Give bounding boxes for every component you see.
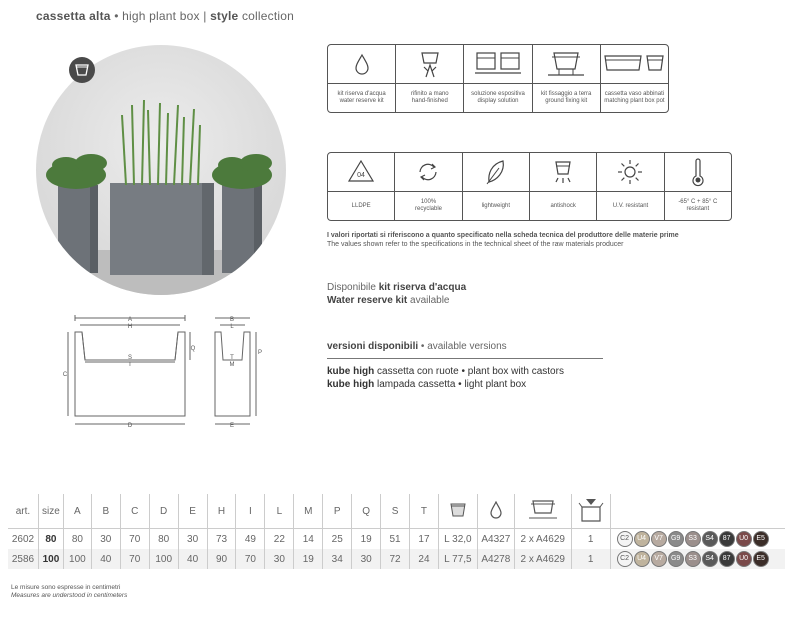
feature-box-bottom [327,152,732,221]
table-header-row: art. size A B C D E H I L M P Q S T [8,494,785,529]
svg-text:D: D [127,423,133,429]
svg-text:H: H [127,324,133,330]
color-swatch-g9[interactable]: G9 [668,531,684,547]
water-drop-icon [352,53,372,75]
sun-icon [616,158,644,186]
water-drop-header-icon [477,494,514,529]
display-box-header-icon [571,494,610,529]
water-reserve-availability: Disponibile kit riserva d'acqua Water reserve kit available [327,282,467,306]
feature-lldpe: 04 LLDPE [328,153,395,220]
color-swatch-87[interactable]: 87 [719,551,735,567]
svg-text:04: 04 [357,172,366,179]
feature-box-top [327,44,669,113]
version-item[interactable]: kube high cassetta con ruote • plant box with castors [327,366,564,377]
color-swatch-u0[interactable]: U0 [736,551,752,567]
display-shelf-icon [473,49,523,79]
svg-text:A: A [127,317,133,323]
color-swatches [610,549,785,569]
feature-water-reserve: kit riserva d'acqua water reserve kit [328,45,396,112]
footer-note: Le misure sono espresse in centimetri Measures are understood in centimeters [11,584,128,599]
feather-icon [483,158,509,186]
table-row: 2602 80 80 30 70 80 30 73 49 22 14 25 19 51 17 L 32,0 A4327 2 x A4629 1 C2 U4 V7 G9 S3 S4 87 U0 E5 [8,529,785,550]
color-swatch-u4[interactable]: U4 [634,551,650,567]
feature-display-solution: soluzione espositiva display solution [464,45,532,112]
feature-recyclable: 100% recyclable [395,153,462,220]
svg-text:E: E [229,423,235,429]
recycle-04-icon [345,157,377,187]
svg-text:I: I [129,362,131,368]
color-swatch-s3[interactable]: S3 [685,551,701,567]
color-swatch-e5[interactable]: E5 [753,551,769,567]
table-row: 2586 100 100 40 70 100 40 90 70 30 19 34 30 72 24 L 77,5 A4278 2 x A4629 1 C2 U4 V7 G9 S3 S4 87 U0 E5 [8,549,785,569]
color-swatch-v7[interactable]: V7 [651,551,667,567]
versions-heading: versioni disponibili • available versions [327,341,507,352]
antishock-icon [550,158,576,186]
svg-text:S: S [127,355,133,361]
color-swatch-u4[interactable]: U4 [634,531,650,547]
color-swatch-g9[interactable]: G9 [668,551,684,567]
technical-drawing [60,310,270,430]
color-swatch-s4[interactable]: S4 [702,551,718,567]
materials-note: I valori riportati si riferiscono a quanto specificato nella scheda tecnica del produttore delle materie prime The values shown refer to the specifications in the technical sheet of the raw materials producer [327,232,679,248]
color-swatch-s3[interactable]: S3 [685,531,701,547]
version-item[interactable]: kube high lampada cassetta • light plant box [327,379,527,390]
feature-matching-pots: cassetta vaso abbinati matching plant box pot [601,45,668,112]
color-swatch-s4[interactable]: S4 [702,531,718,547]
color-swatch-v7[interactable]: V7 [651,531,667,547]
versions-divider [327,358,603,359]
ground-fixing-icon [546,49,586,79]
pot-badge-icon [69,57,95,83]
svg-text:P: P [257,350,263,356]
feature-antishock: antishock [530,153,597,220]
spec-table [8,494,785,569]
product-subtitle: high plant box [122,9,200,23]
feature-hand-finished: rifinito a mano hand-finished [396,45,464,112]
page-title: cassetta alta • high plant box | style collection [36,9,294,23]
thermometer-icon [690,157,706,187]
spec-table-wrap [8,494,785,569]
svg-text:Q: Q [190,346,196,352]
feature-uv-resistant: U.V. resistant [597,153,664,220]
product-code-title: cassetta alta [36,9,111,23]
color-swatch-e5[interactable]: E5 [753,531,769,547]
feature-temperature: -65° C + 85° C resistant [665,153,731,220]
color-swatch-87[interactable]: 87 [719,531,735,547]
versions-list [327,365,564,391]
color-swatch-c2[interactable]: C2 [617,551,633,567]
matching-pots-icon [603,52,665,76]
color-swatch-u0[interactable]: U0 [736,531,752,547]
color-swatches [610,529,785,550]
hand-finish-icon [416,49,444,79]
ground-fixing-header-icon [514,494,571,529]
svg-text:T: T [230,355,234,361]
feature-ground-fixing: kit fissaggio a terra ground fixing kit [533,45,601,112]
recyclable-arrows-icon [414,158,442,186]
svg-text:B: B [229,317,235,323]
svg-text:M: M [229,362,235,368]
pot-header-icon [438,494,477,529]
feature-lightweight: lightweight [463,153,530,220]
svg-text:L: L [230,324,234,330]
svg-text:C: C [62,372,68,378]
color-swatch-c2[interactable]: C2 [617,531,633,547]
style-label: style [210,9,239,23]
